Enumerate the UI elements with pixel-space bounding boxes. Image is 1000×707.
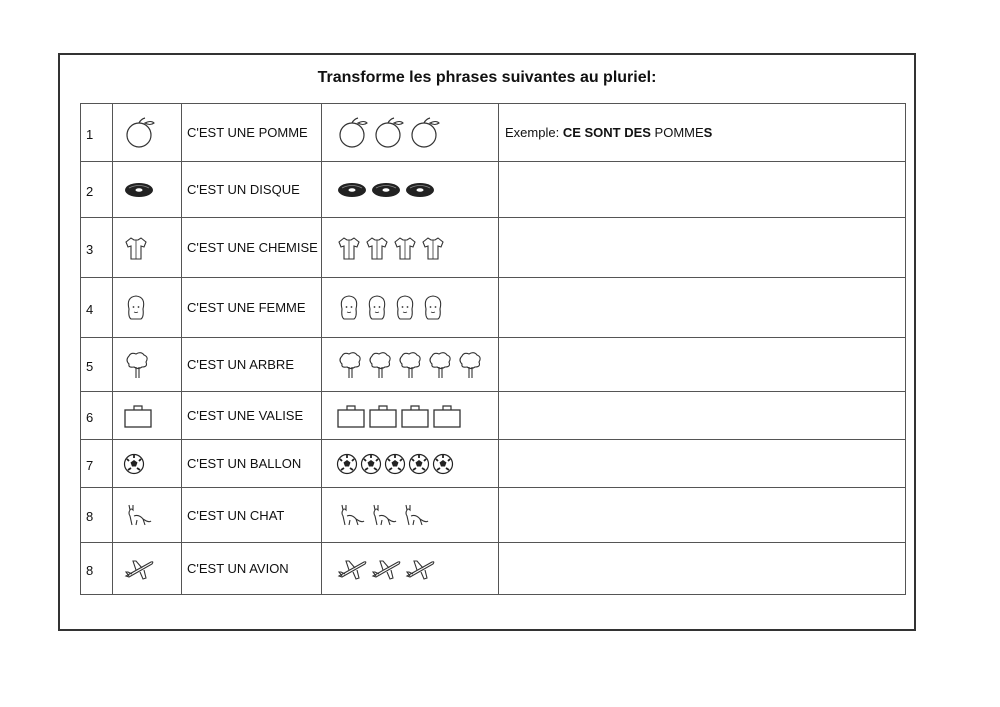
answer-cell[interactable] bbox=[499, 278, 906, 338]
table-row bbox=[81, 162, 906, 218]
phrase-label: C'EST UNE CHEMISE bbox=[182, 218, 322, 278]
row-number: 3 bbox=[81, 218, 113, 278]
suitcase-icon bbox=[400, 403, 430, 429]
single-picture-cell bbox=[113, 278, 182, 338]
single-picture-cell bbox=[113, 543, 182, 595]
row-number: 5 bbox=[81, 338, 113, 392]
worksheet-frame bbox=[58, 53, 916, 631]
table-row bbox=[81, 278, 906, 338]
plural-picture-cell bbox=[322, 162, 499, 218]
table-row bbox=[81, 488, 906, 543]
answer-cell[interactable] bbox=[499, 440, 906, 488]
answer-cell[interactable] bbox=[499, 218, 906, 278]
answer-cell[interactable] bbox=[499, 543, 906, 595]
phrase-label: C'EST UNE FEMME bbox=[182, 278, 322, 338]
record-disc-icon bbox=[123, 180, 155, 200]
single-picture-cell bbox=[113, 392, 182, 440]
plural-picture-cell bbox=[322, 338, 499, 392]
single-picture-cell bbox=[113, 338, 182, 392]
example-prefix: Exemple: bbox=[505, 125, 563, 140]
phrase-label: C'EST UNE VALISE bbox=[182, 392, 322, 440]
plural-picture-cell bbox=[322, 488, 499, 543]
row-number: 8 bbox=[81, 488, 113, 543]
plural-picture-cell bbox=[322, 218, 499, 278]
cat-icon bbox=[400, 501, 430, 529]
soccer-ball-icon bbox=[360, 453, 382, 475]
table-row bbox=[81, 218, 906, 278]
plural-picture-cell bbox=[322, 440, 499, 488]
single-picture-cell bbox=[113, 162, 182, 218]
tree-icon bbox=[123, 350, 151, 380]
phrase-label: C'EST UN DISQUE bbox=[182, 162, 322, 218]
tree-icon bbox=[396, 350, 424, 380]
woman-face-icon bbox=[392, 293, 418, 323]
row-number: 6 bbox=[81, 392, 113, 440]
answer-cell[interactable] bbox=[499, 392, 906, 440]
table-row bbox=[81, 392, 906, 440]
table-row bbox=[81, 338, 906, 392]
shirt-icon bbox=[420, 235, 446, 261]
suitcase-icon bbox=[368, 403, 398, 429]
shirt-icon bbox=[123, 235, 149, 261]
phrase-label: C'EST UNE POMME bbox=[182, 104, 322, 162]
woman-face-icon bbox=[336, 293, 362, 323]
row-number: 7 bbox=[81, 440, 113, 488]
suitcase-icon bbox=[432, 403, 462, 429]
exercise-table bbox=[80, 103, 906, 595]
shirt-icon bbox=[392, 235, 418, 261]
airplane-icon bbox=[404, 558, 436, 580]
table-row bbox=[81, 440, 906, 488]
cat-icon bbox=[368, 501, 398, 529]
answer-cell[interactable] bbox=[499, 338, 906, 392]
suitcase-icon bbox=[123, 403, 153, 429]
woman-face-icon bbox=[364, 293, 390, 323]
record-disc-icon bbox=[404, 180, 436, 200]
worksheet-title: Transforme les phrases suivantes au pluriel: bbox=[317, 69, 657, 86]
single-picture-cell bbox=[113, 440, 182, 488]
row-number: 4 bbox=[81, 278, 113, 338]
tree-icon bbox=[336, 350, 364, 380]
example-bold: CE SONT DES bbox=[562, 125, 651, 140]
phrase-label: C'EST UN ARBRE bbox=[182, 338, 322, 392]
airplane-icon bbox=[123, 558, 155, 580]
shirt-icon bbox=[364, 235, 390, 261]
cat-icon bbox=[336, 501, 366, 529]
cat-icon bbox=[123, 501, 153, 529]
row-number: 1 bbox=[81, 104, 113, 162]
soccer-ball-icon bbox=[432, 453, 454, 475]
plural-picture-cell bbox=[322, 392, 499, 440]
woman-face-icon bbox=[420, 293, 446, 323]
answer-cell[interactable] bbox=[499, 488, 906, 543]
plural-picture-cell bbox=[322, 278, 499, 338]
table-row bbox=[81, 104, 906, 162]
soccer-ball-icon bbox=[123, 453, 145, 475]
soccer-ball-icon bbox=[336, 453, 358, 475]
soccer-ball-icon bbox=[384, 453, 406, 475]
shirt-icon bbox=[336, 235, 362, 261]
single-picture-cell bbox=[113, 488, 182, 543]
example-ending: S bbox=[703, 125, 713, 140]
single-picture-cell bbox=[113, 104, 182, 162]
apple-icon bbox=[123, 117, 157, 149]
table-row bbox=[81, 543, 906, 595]
woman-face-icon bbox=[123, 293, 149, 323]
example-plain: POMME bbox=[650, 125, 704, 140]
record-disc-icon bbox=[370, 180, 402, 200]
tree-icon bbox=[366, 350, 394, 380]
airplane-icon bbox=[336, 558, 368, 580]
record-disc-icon bbox=[336, 180, 368, 200]
plural-picture-cell bbox=[322, 543, 499, 595]
phrase-label: C'EST UN AVION bbox=[182, 543, 322, 595]
plural-picture-cell bbox=[322, 104, 499, 162]
soccer-ball-icon bbox=[408, 453, 430, 475]
row-number: 2 bbox=[81, 162, 113, 218]
tree-icon bbox=[456, 350, 484, 380]
tree-icon bbox=[426, 350, 454, 380]
answer-cell[interactable] bbox=[499, 104, 906, 162]
apple-icon bbox=[372, 117, 406, 149]
apple-icon bbox=[336, 117, 370, 149]
answer-cell[interactable] bbox=[499, 162, 906, 218]
phrase-label: C'EST UN BALLON bbox=[182, 440, 322, 488]
single-picture-cell bbox=[113, 218, 182, 278]
airplane-icon bbox=[370, 558, 402, 580]
suitcase-icon bbox=[336, 403, 366, 429]
apple-icon bbox=[408, 117, 442, 149]
phrase-label: C'EST UN CHAT bbox=[182, 488, 322, 543]
row-number: 8 bbox=[81, 543, 113, 595]
